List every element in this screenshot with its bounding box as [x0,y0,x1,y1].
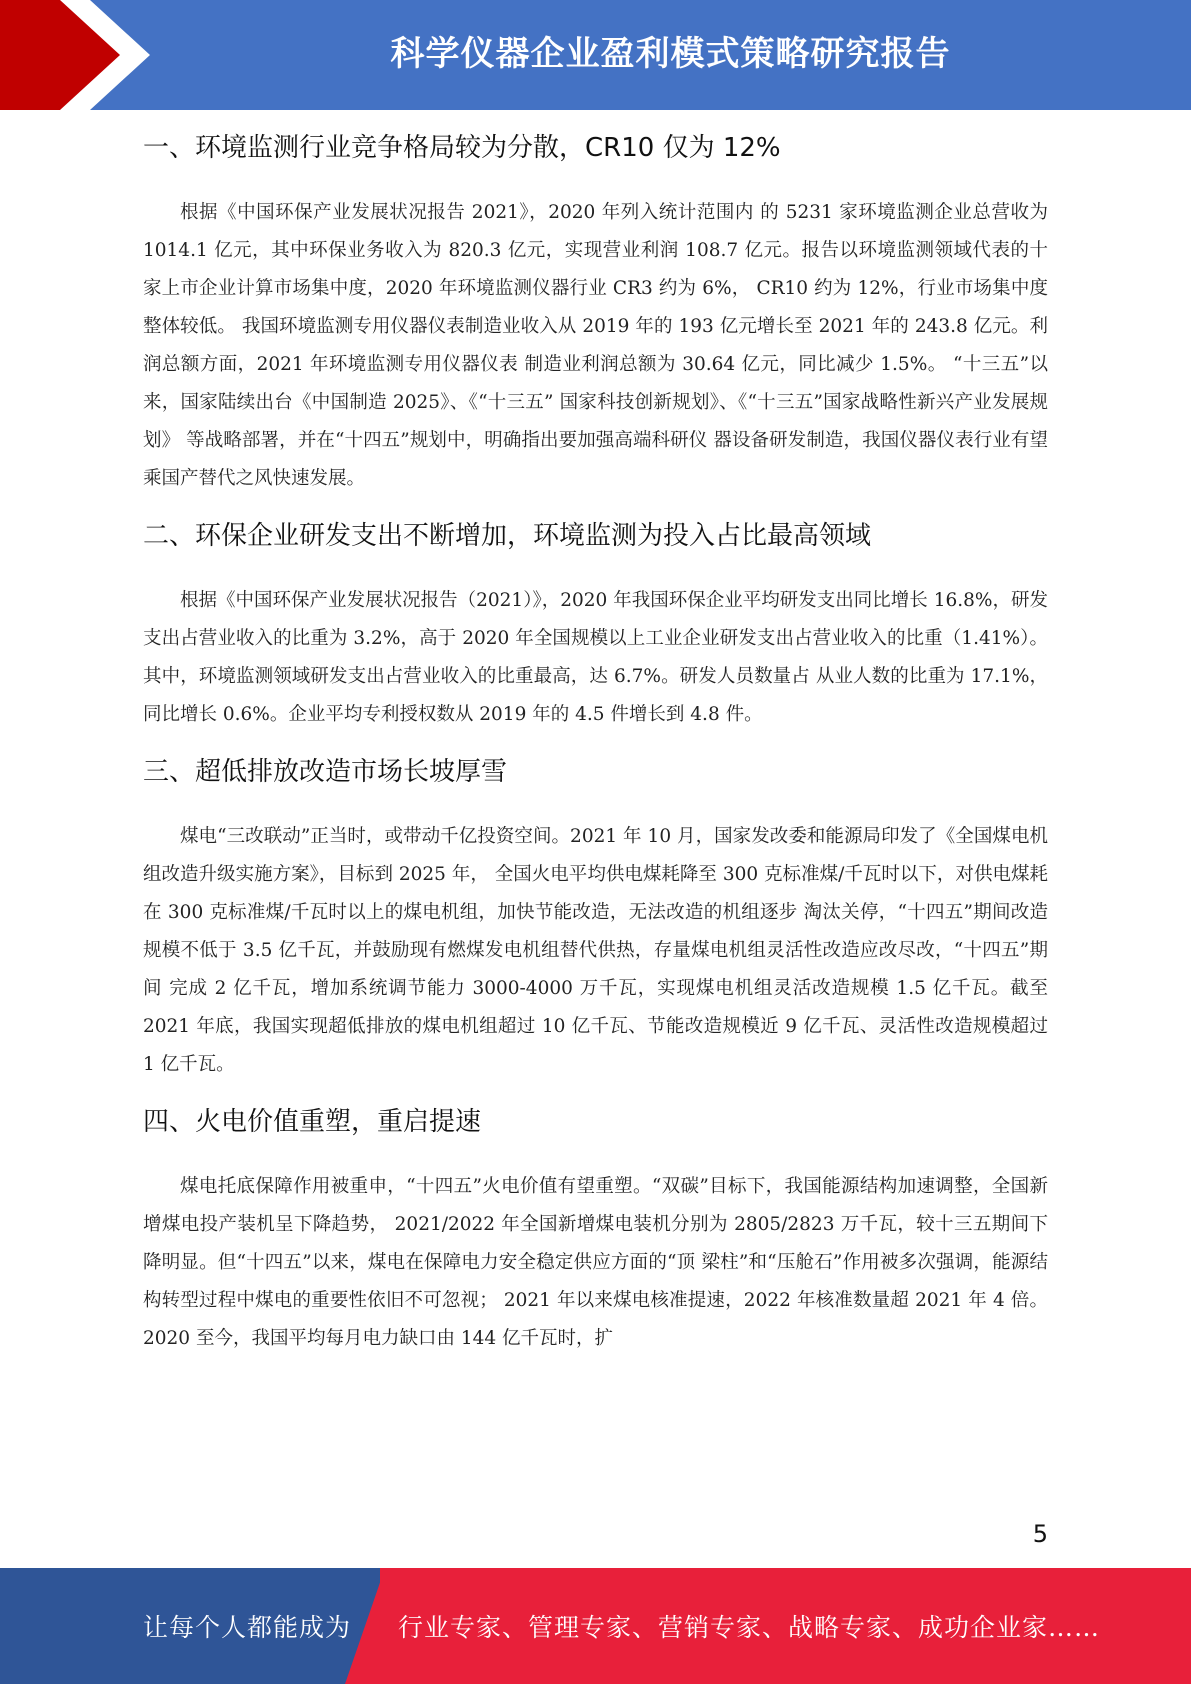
section-paragraph-4: 煤电托底保障作用被重申，“十四五”火电价值有望重塑。“双碳”目标下，我国能源结构加速调整，全国新增煤电投产装机呈下降趋势， 2021/2022 年全国新增煤电装机分别为 2805/2823 万千瓦，较十三五期间下降明显。但“十四五”以来，煤电在保障电力安全稳定供应方面的“顶 梁柱”和“压舱石”作用被多次强调，能源结构转型过程中煤电的重要性依旧不可忽视； 2021 年以来煤电核准提速，2022 年核准数量超 2021 年 4 倍。2020 至今，我国平均每月电力缺口由 144 亿千瓦时，扩 [143,1176,1048,1349]
section-heading-1: 一、环境监测行业竞争格局较为分散，CR10 仅为 12% [143,133,781,163]
page-header [0,0,1191,110]
section-paragraph-1: 根据《中国环保产业发展状况报告 2021》，2020 年列入统计范围内 的 5231 家环境监测企业总营收为 1014.1 亿元，其中环保业务收入为 820.3 亿元，实现营业利润 108.7 亿元。报告以环境监测领域代表的十 家上市企业计算市场集中度，2020 年环境监测仪器行业 CR3 约为 6%， CR10 约为 12%，行业市场集中度整体较低。 我国环境监测专用仪器仪表制造业收入从 2019 年的 193 亿元增长至 2021 年的 243.8 亿元。利润总额方面，2021 年环境监测专用仪器仪表 制造业利润总额为 30.64 亿元，同比减少 1.5%。 “十三五”以来，国家陆续出台《中国制造 2025》、《“十三五” 国家科技创新规划》、《“十三五”国家战略性新兴产业发展规划》 等战略部署，并在“十四五”规划中，明确指出要加强高端科研仪 器设备研发制造，我国仪器仪表行业有望乘国产替代之风快速发展。 [143,202,1048,489]
section-paragraph-3: 煤电“三改联动”正当时，或带动千亿投资空间。2021 年 10 月，国家发改委和能源局印发了《全国煤电机组改造升级实施方案》，目标到 2025 年， 全国火电平均供电煤耗降至 300 克标准煤/千瓦时以下，对供电煤耗在 300 克标准煤/千瓦时以上的煤电机组，加快节能改造，无法改造的机组逐步 淘汰关停，“十四五”期间改造规模不低于 3.5 亿千瓦，并鼓励现有燃煤发电机组替代供热，存量煤电机组灵活性改造应改尽改，“十四五”期间 完成 2 亿千瓦，增加系统调节能力 3000-4000 万千瓦，实现煤电机组灵活改造规模 1.5 亿千瓦。截至 2021 年底，我国实现超低排放的煤电机组超过 10 亿千瓦、节能改造规模近 9 亿千瓦、灵活性改造规模超过 1 亿千瓦。 [143,826,1048,1075]
footer-slogan-right: 行业专家、管理专家、营销专家、战略专家、成功企业家…… [398,1613,1101,1642]
section-heading-3: 三、超低排放改造市场长坡厚雪 [143,757,508,787]
header-red-arrow-decoration [0,0,140,110]
report-title: 科学仪器企业盈利模式策略研究报告 [390,34,951,74]
section-paragraph-2: 根据《中国环保产业发展状况报告（2021）》，2020 年我国环保企业平均研发支出同比增长 16.8%，研发支出占营业收入的比重为 3.2%，高于 2020 年全国规模以上工业企业研发支出占营业收入的比重（1.41%）。其中，环境监测领域研发支出占营业收入的比重最高，达 6.7%。研发人员数量占 从业人数的比重为 17.1%，同比增长 0.6%。企业平均专利授权数从 2019 年的 4.5 件增长到 4.8 件。 [143,590,1048,725]
section-heading-2: 二、环保企业研发支出不断增加，环境监测为投入占比最高领域 [143,521,872,551]
page-footer [0,1568,1191,1684]
document-body [143,130,1048,1378]
footer-slogan-left: 让每个人都能成为 [143,1613,352,1642]
page-number: 5 [1032,1520,1048,1548]
section-heading-4: 四、火电价值重塑，重启提速 [143,1107,482,1137]
